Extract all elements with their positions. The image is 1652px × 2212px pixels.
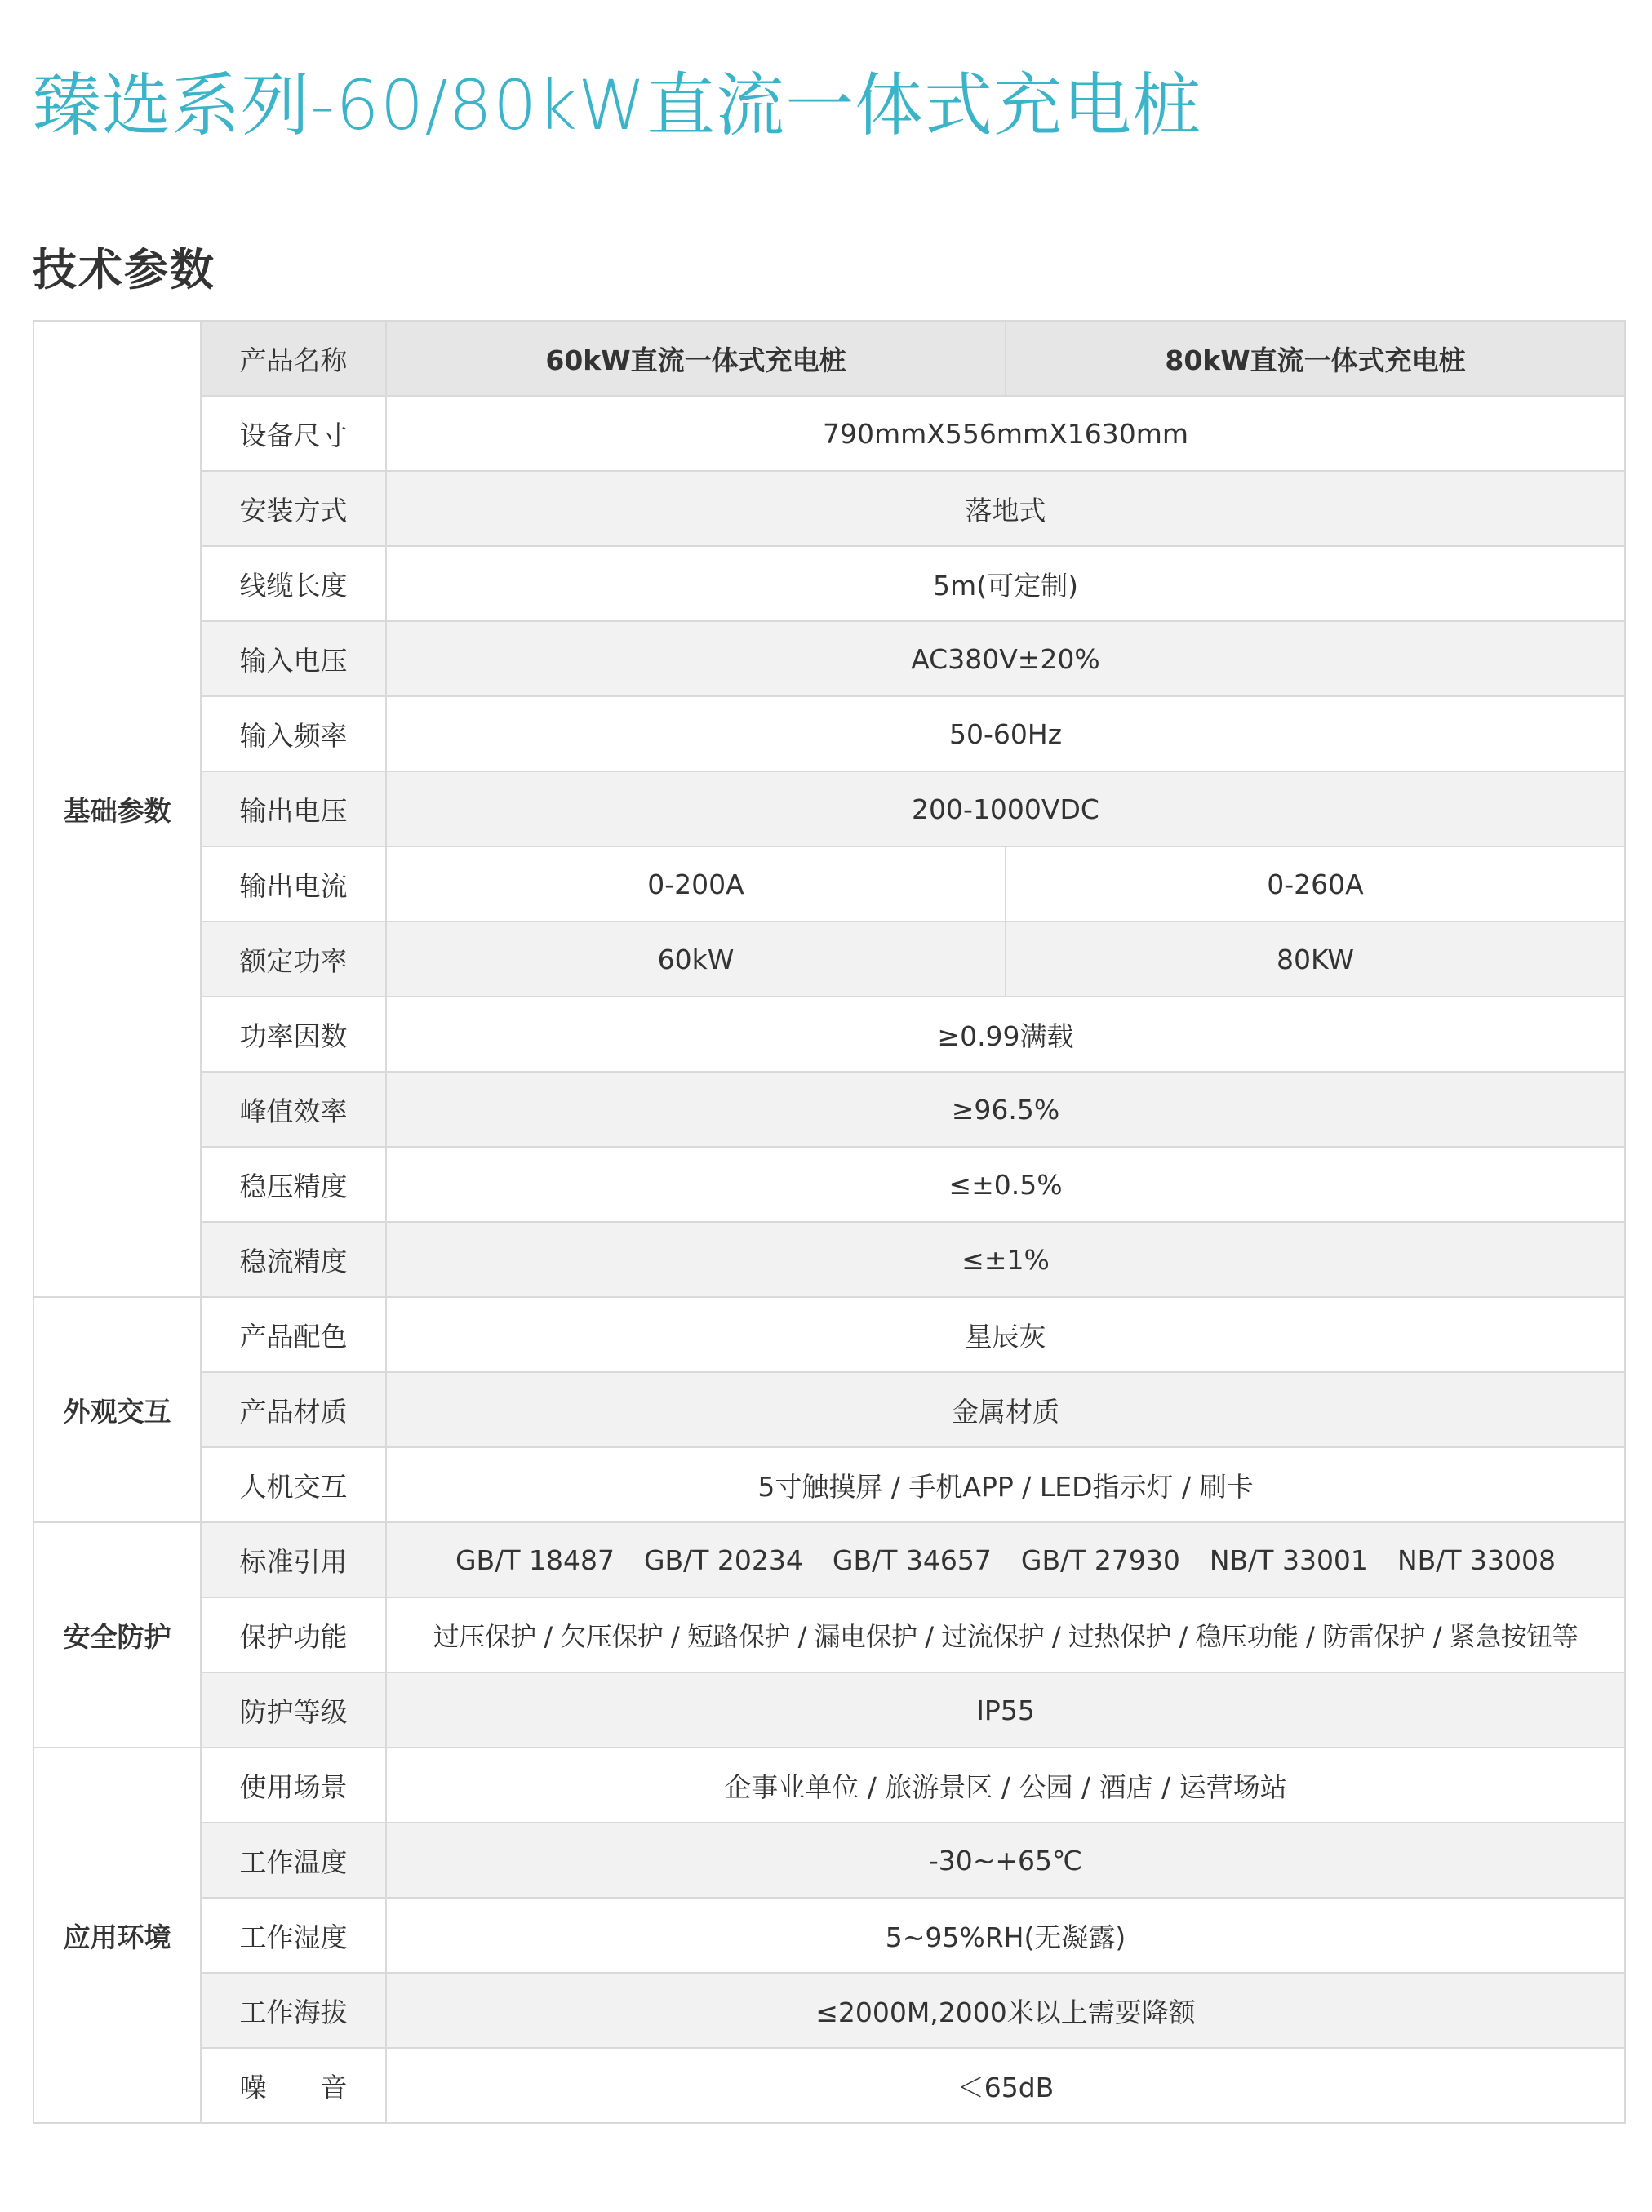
param-label: 噪 音 [201,2048,386,2123]
table-row [33,1597,1625,1672]
table-row [33,922,1625,997]
table-row [33,846,1625,922]
table-row [33,546,1625,621]
param-value-60kw: 0-200A [386,846,1006,922]
param-label: 输出电流 [201,846,386,922]
page-title: 臻选系列-60/80kW直流一体式充电桩 [33,65,1202,145]
table-row [33,1898,1625,1973]
param-value: 790mmX556mmX1630mm [386,396,1625,471]
param-value: 过压保护 / 欠压保护 / 短路保护 / 漏电保护 / 过流保护 / 过热保护 / 稳压功能 / 防雷保护 / 紧急按钮等 [386,1597,1625,1672]
param-value: 星辰灰 [386,1297,1625,1372]
param-label: 输入频率 [201,696,386,771]
header-col-80kw: 80kW直流一体式充电桩 [1006,321,1625,396]
table-row [33,1372,1625,1447]
param-value: 200-1000VDC [386,771,1625,846]
table-row [33,1147,1625,1222]
param-label: 额定功率 [201,922,386,997]
param-label: 保护功能 [201,1597,386,1672]
standards-list [386,1522,1625,1597]
param-value: IP55 [386,1672,1625,1748]
param-value: 5寸触摸屏 / 手机APP / LED指示灯 / 刷卡 [386,1447,1625,1522]
standard-item: GB/T 27930 [1020,1544,1180,1576]
table-row [33,1297,1625,1372]
param-label: 线缆长度 [201,546,386,621]
standard-item: GB/T 18487 [455,1544,615,1576]
table-row [33,1447,1625,1522]
table-header-row [33,321,1625,396]
spec-table [33,320,1626,2124]
table-row [33,2048,1625,2123]
standard-item: GB/T 34657 [832,1544,992,1576]
param-label: 工作海拔 [201,1973,386,2048]
param-value: ＜65dB [386,2048,1625,2123]
param-value-60kw: 60kW [386,922,1006,997]
param-value-80kw: 80KW [1006,922,1625,997]
param-label: 人机交互 [201,1447,386,1522]
table-row [33,997,1625,1072]
param-value: ≥0.99满载 [386,997,1625,1072]
table-row [33,1748,1625,1823]
param-label: 峰值效率 [201,1072,386,1147]
standard-item: NB/T 33008 [1397,1544,1557,1576]
param-value: 金属材质 [386,1372,1625,1447]
table-row [33,1973,1625,2048]
param-label: 防护等级 [201,1672,386,1748]
table-row [33,771,1625,846]
param-label: 标准引用 [201,1522,386,1597]
param-value: ≤±1% [386,1222,1625,1297]
table-row [33,396,1625,471]
table-row [33,1072,1625,1147]
param-label: 设备尺寸 [201,396,386,471]
table-row [33,696,1625,771]
param-label: 输出电压 [201,771,386,846]
param-label: 产品材质 [201,1372,386,1447]
table-row [33,1823,1625,1898]
section-heading: 技术参数 [33,244,215,295]
group-safety: 安全防护 [33,1522,201,1748]
param-value: ≤2000M,2000米以上需要降额 [386,1973,1625,2048]
param-label: 产品名称 [201,321,386,396]
table-row [33,1672,1625,1748]
param-value-80kw: 0-260A [1006,846,1625,922]
param-value: ≥96.5% [386,1072,1625,1147]
param-value: 企事业单位 / 旅游景区 / 公园 / 酒店 / 运营场站 [386,1748,1625,1823]
table-row [33,1522,1625,1597]
param-value: 50-60Hz [386,696,1625,771]
param-value: 5m(可定制) [386,546,1625,621]
param-label: 工作湿度 [201,1898,386,1973]
param-value: 落地式 [386,471,1625,546]
table-row [33,471,1625,546]
group-basic: 基础参数 [33,321,201,1297]
table-row [33,621,1625,696]
param-value: ≤±0.5% [386,1147,1625,1222]
param-label: 输入电压 [201,621,386,696]
header-col-60kw: 60kW直流一体式充电桩 [386,321,1006,396]
param-value: 5~95%RH(无凝露) [386,1898,1625,1973]
standard-item: NB/T 33001 [1209,1544,1368,1576]
param-value: -30~+65℃ [386,1823,1625,1898]
param-label: 稳压精度 [201,1147,386,1222]
param-label: 安装方式 [201,471,386,546]
param-label: 使用场景 [201,1748,386,1823]
param-label: 功率因数 [201,997,386,1072]
group-environment: 应用环境 [33,1748,201,2123]
table-row [33,1222,1625,1297]
param-label: 工作温度 [201,1823,386,1898]
param-label: 稳流精度 [201,1222,386,1297]
param-value: AC380V±20% [386,621,1625,696]
group-appearance: 外观交互 [33,1297,201,1522]
standard-item: GB/T 20234 [643,1544,803,1576]
param-label: 产品配色 [201,1297,386,1372]
